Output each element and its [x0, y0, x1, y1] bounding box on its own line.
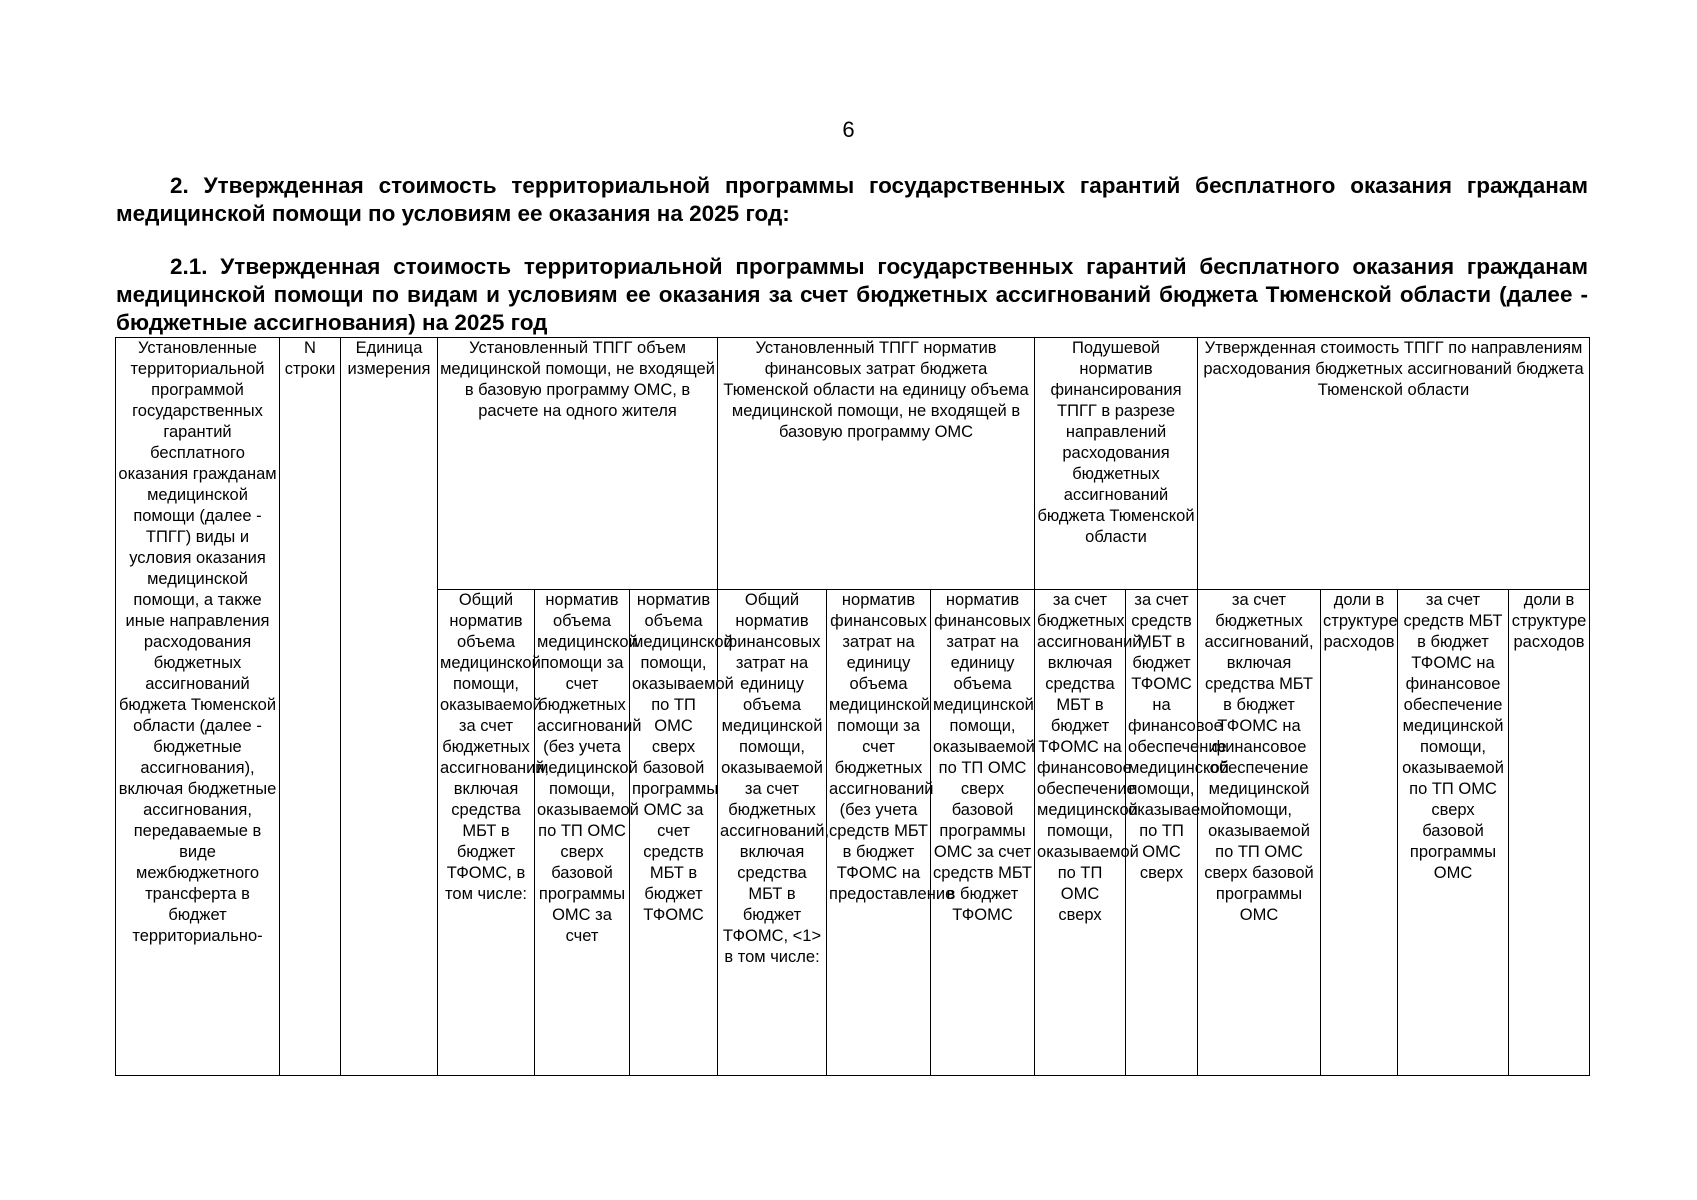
subheader-cell: Общий норматив финансовых затрат на единицу объема медицинской помощи, оказываемой за счет бюджетных ассигнований, включая средства МБТ в бюджет ТФОМС, <1> в том числе: [718, 590, 827, 1076]
section-heading-2 [116, 172, 1588, 228]
header-unit: Единица измерения [341, 338, 438, 1076]
subheader-cell: норматив финансовых затрат на единицу объема медицинской помощи за счет бюджетных ассигнований (без учета средств МБТ в бюджет ТФОМС на предоставление [827, 590, 931, 1076]
subheader-cell: за счет бюджетных ассигнований, включая средства МБТ в бюджет ТФОМС на финансовое обеспечение медицинской помощи, оказываемой по ТП ОМС сверх [1035, 590, 1126, 1076]
header-group-volume: Установленный ТПГГ объем медицинской помощи, не входящей в базовую программу ОМС, в расчете на одного жителя [438, 338, 718, 590]
subheader-cell: доли в структуре расходов [1509, 590, 1590, 1076]
header-group-approved: Утвержденная стоимость ТПГГ по направлениям расходования бюджетных ассигнований бюджета Тюменской области [1198, 338, 1590, 590]
section-heading-2-1-lead: 2.1. Утвержденная стоимость территориальной программы государственных гарантий бесплатного оказания [170, 254, 1455, 279]
header-tpgg-types: Установленные территориальной программой государственных гарантий бесплатного оказания гражданам медицинской помощи (далее - ТПГГ) виды и условия оказания медицинской помощи, а также иные направления расходования бюджетных ассигнований бюджета Тюменской области (далее - бюджетные ассигнования), включая бюджетные ассигнования, передаваемые в виде межбюджетного трансферта в бюджет территориально- [116, 338, 280, 1076]
header-group-cost-norm: Установленный ТПГГ норматив финансовых затрат бюджета Тюменской области на единицу объема медицинской помощи, не входящей в базовую программу ОМС [718, 338, 1035, 590]
section-heading-2-1 [116, 253, 1588, 337]
subheader-cell: за счет бюджетных ассигнований, включая средства МБТ в бюджет ТФОМС на финансовое обеспечение медицинской помощи, оказываемой по ТП ОМС сверх базовой программы ОМС [1198, 590, 1321, 1076]
table-header-row-1 [116, 338, 1590, 590]
subheader-cell: доли в структуре расходов [1321, 590, 1398, 1076]
subheader-cell: норматив объема медицинской помощи за счет бюджетных ассигнований (без учета медицинской помощи, оказываемой по ТП ОМС сверх базовой программы ОМС за счет [535, 590, 630, 1076]
section-heading-2-1-rest: гражданам медицинской помощи по видам и условиям ее оказания за счет бюджетных ассигнований бюджета Тюменской области (далее - бюджетные ассигнования) на 2025 год [116, 254, 1588, 335]
subheader-cell: норматив объема медицинской помощи, оказываемой по ТП ОМС сверх базовой программы ОМС за счет средств МБТ в бюджет ТФОМС [630, 590, 718, 1076]
header-line-number: N строки [280, 338, 341, 1076]
subheader-cell: за счет средств МБТ в бюджет ТФОМС на финансовое обеспечение медицинской помощи, оказываемой по ТП ОМС сверх [1126, 590, 1198, 1076]
section-heading-2-lead: 2. Утвержденная стоимость территориальной программы государственных гарантий бесплатного оказания [170, 173, 1452, 198]
subheader-cell: за счет средств МБТ в бюджет ТФОМС на финансовое обеспечение медицинской помощи, оказываемой по ТП ОМС сверх базовой программы ОМС [1398, 590, 1509, 1076]
subheader-cell: Общий норматив объема медицинской помощи, оказываемой за счет бюджетных ассигнований, включая средства МБТ в бюджет ТФОМС, в том числе: [438, 590, 535, 1076]
page-number: 6 [842, 117, 855, 142]
subheader-cell: норматив финансовых затрат на единицу объема медицинской помощи, оказываемой по ТП ОМС сверх базовой программы ОМС за счет средств МБТ в бюджет ТФОМС [931, 590, 1035, 1076]
section-heading-2-rest: гражданам медицинской помощи по условиям ее оказания на 2025 год: [116, 173, 1588, 226]
cost-table [115, 337, 1590, 1076]
header-group-per-capita: Подушевой норматив финансирования ТПГГ в разрезе направлений расходования бюджетных ассигнований бюджета Тюменской области [1035, 338, 1198, 590]
